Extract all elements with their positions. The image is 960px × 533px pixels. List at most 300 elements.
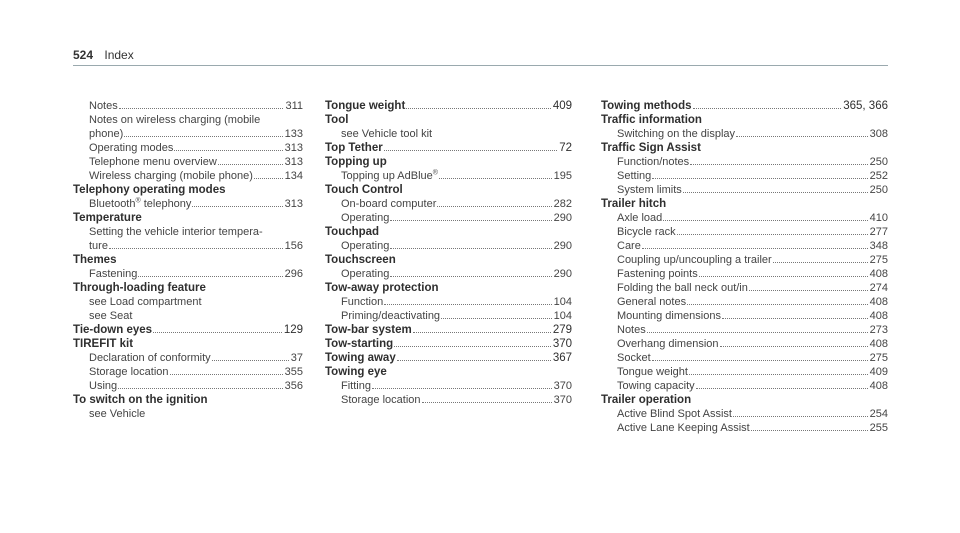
page-ref[interactable]: 133: [284, 128, 303, 140]
subentry-label: Bluetooth: [89, 198, 136, 210]
index-entry: [325, 253, 572, 281]
subentry-text: [617, 351, 651, 365]
page-ref[interactable]: 282: [553, 198, 572, 210]
entry-title-text: Tow-bar system: [325, 324, 412, 336]
subentry-label: Tongue weight: [617, 366, 688, 378]
subentry-label: ture: [89, 240, 108, 252]
subentry-text: [89, 407, 145, 421]
page-ref[interactable]: 273: [869, 324, 888, 336]
index-entry-title: [73, 393, 303, 407]
entry-title-text: Tow-away protection: [325, 282, 439, 294]
index-subentry: [73, 113, 303, 127]
page-ref[interactable]: 370: [552, 338, 572, 350]
index-subentry: [325, 295, 572, 309]
page-ref[interactable]: 348: [869, 240, 888, 252]
page-ref[interactable]: 313: [284, 198, 303, 210]
subentry-label: On-board computer: [341, 198, 437, 210]
dot-leader: [390, 248, 551, 249]
index-subentry: [325, 197, 572, 211]
subentry-text: [89, 351, 211, 365]
entry-title-text: Touchscreen: [325, 254, 396, 266]
dot-leader: [690, 164, 867, 165]
subentry-text: [89, 141, 173, 155]
page-ref[interactable]: 252: [869, 170, 888, 182]
index-subentry: [73, 365, 303, 379]
subentry-label: Switching on the display: [617, 128, 736, 140]
subentry-label: Function: [341, 296, 384, 308]
index-subentry: [601, 253, 888, 267]
page-ref[interactable]: 250: [869, 184, 888, 196]
dot-leader: [254, 178, 283, 179]
index-subentry: [73, 141, 303, 155]
page-ref[interactable]: 367: [552, 352, 572, 364]
subentry-label: Notes: [89, 100, 118, 112]
subentry-text: [341, 197, 436, 211]
index-subentry: [325, 267, 572, 281]
index-entry: [325, 183, 572, 225]
index-entry: [325, 155, 572, 183]
page-ref[interactable]: 408: [869, 380, 888, 392]
registered-mark: ®: [135, 197, 141, 205]
index-entry: [325, 365, 572, 407]
index-subentry: [325, 309, 572, 323]
dot-leader: [720, 346, 868, 347]
index-subentry: [601, 225, 888, 239]
page-ref[interactable]: 408: [869, 296, 888, 308]
entry-title-text: Themes: [73, 254, 117, 266]
page-ref[interactable]: 313: [284, 142, 303, 154]
page-ref[interactable]: 104: [553, 296, 572, 308]
page-ref[interactable]: 275: [869, 254, 888, 266]
index-entry-title: [325, 225, 572, 239]
index-subentry: [325, 393, 572, 407]
subentry-text: [617, 239, 641, 253]
entry-title-text: Touchpad: [325, 226, 380, 238]
subentry-text: [341, 127, 432, 141]
index-subentry: [601, 211, 888, 225]
index-subentry: [73, 239, 303, 253]
index-entry: [601, 99, 888, 113]
page-ref[interactable]: 408: [869, 310, 888, 322]
dot-leader: [119, 108, 284, 109]
dot-leader: [647, 332, 868, 333]
dot-leader: [689, 374, 868, 375]
subentry-text: [89, 155, 217, 169]
index-subentry: [73, 295, 303, 309]
subentry-label: Active Lane Keeping Assist: [617, 422, 750, 434]
index-subentry: [601, 351, 888, 365]
dot-leader: [390, 220, 551, 221]
page-ref[interactable]: 409: [552, 100, 572, 112]
index-subentry: [73, 127, 303, 141]
dot-leader: [642, 248, 868, 249]
entry-title-text: Towing away: [325, 352, 396, 364]
subentry-text: [617, 253, 772, 267]
page-ref[interactable]: 275: [869, 352, 888, 364]
subentry-text: [89, 127, 123, 141]
dot-leader: [773, 262, 868, 263]
subentry-label: Storage location: [89, 366, 169, 378]
dot-leader: [687, 304, 868, 305]
index-subentry: [325, 211, 572, 225]
subentry-text: [617, 281, 748, 295]
index-entry: [601, 393, 888, 435]
index-entry-title: [325, 183, 572, 197]
index-column-1: [73, 99, 303, 421]
dot-leader: [722, 318, 868, 319]
page-ref[interactable]: 408: [869, 268, 888, 280]
index-entry-title: [601, 99, 888, 113]
subentry-text: [617, 169, 651, 183]
page-ref[interactable]: 311: [285, 100, 303, 112]
subentry-text: [89, 295, 202, 309]
index-entry: [325, 281, 572, 323]
subentry-text: [89, 309, 132, 323]
subentry-label: Care: [617, 240, 641, 252]
subentry-text: [341, 239, 389, 253]
dot-leader: [212, 360, 289, 361]
entry-title-text: Towing methods: [601, 100, 692, 112]
subentry-label: Axle load: [617, 212, 663, 224]
index-subentry: [601, 239, 888, 253]
subentry-label: Active Blind Spot Assist: [617, 408, 732, 420]
subentry-label: Coupling up/uncoupling a trailer: [617, 254, 772, 266]
index-subentry: [601, 127, 888, 141]
dot-leader: [397, 360, 551, 361]
subentry-text: [341, 393, 421, 407]
index-subentry: [601, 337, 888, 351]
subentry-label: Setting the vehicle interior tempera-: [89, 226, 263, 238]
subentry-text: [89, 267, 137, 281]
dot-leader: [372, 388, 552, 389]
index-subentry: [601, 281, 888, 295]
subentry-text: [89, 99, 118, 113]
index-column-3: [601, 99, 888, 435]
subentry-label: Setting: [617, 170, 652, 182]
index-subentry: [73, 351, 303, 365]
entry-title-text: Temperature: [73, 212, 142, 224]
dot-leader: [751, 430, 868, 431]
index-entry: [325, 113, 572, 141]
page-ref[interactable]: 365, 366: [843, 100, 888, 112]
dot-leader: [652, 360, 868, 361]
dot-leader: [441, 318, 552, 319]
dot-leader: [406, 108, 551, 109]
index-subentry: [601, 323, 888, 337]
index-subentry: [601, 421, 888, 435]
subentry-text: [341, 379, 371, 393]
dot-leader: [384, 304, 551, 305]
page-ref[interactable]: 104: [553, 310, 572, 322]
index-subentry: [325, 379, 572, 393]
subentry-label: Operating: [341, 268, 390, 280]
dot-leader: [652, 178, 867, 179]
index-entry-title: [325, 365, 572, 379]
index-entry: [73, 253, 303, 281]
index-entry-title: [325, 351, 572, 365]
entry-title-text: TIREFIT kit: [73, 338, 134, 350]
index-subentry: [325, 127, 572, 141]
entry-title-text: Topping up: [325, 156, 387, 168]
subentry-label: Socket: [617, 352, 651, 364]
subentry-text: [617, 295, 686, 309]
entry-title-text: Top Tether: [325, 142, 383, 154]
dot-leader: [733, 416, 868, 417]
index-entry-title: [601, 113, 888, 127]
subentry-text: [89, 197, 191, 211]
dot-leader: [439, 178, 552, 179]
index-subentry: [601, 155, 888, 169]
index-subentry: [325, 239, 572, 253]
entry-title-text: Touch Control: [325, 184, 403, 196]
entry-title-text: Traffic Sign Assist: [601, 142, 701, 154]
index-entry-title: [73, 183, 303, 197]
page-ref[interactable]: 308: [869, 128, 888, 140]
subentry-text: [341, 267, 389, 281]
dot-leader: [696, 388, 868, 389]
index-entry-title: [325, 99, 572, 113]
index-entry: [73, 393, 303, 421]
page-ref[interactable]: 250: [869, 156, 888, 168]
dot-leader: [174, 150, 282, 151]
subentry-text: [341, 211, 389, 225]
index-entry: [325, 337, 572, 351]
entry-title-text: To switch on the ignition: [73, 394, 208, 406]
page-ref[interactable]: 370: [553, 394, 572, 406]
index-subentry: [73, 197, 303, 211]
page-ref[interactable]: 370: [553, 380, 572, 392]
index-entry-title: [601, 393, 888, 407]
index-subentry: [601, 267, 888, 281]
index-entry-title: [325, 113, 572, 127]
subentry-text: [89, 113, 260, 127]
subentry-text: [617, 421, 750, 435]
dot-leader: [124, 136, 282, 137]
index-subentry: [601, 379, 888, 393]
page-ref[interactable]: 255: [869, 422, 888, 434]
subentry-text: [617, 211, 662, 225]
dot-leader: [699, 276, 868, 277]
entry-title-text: Through-loading feature: [73, 282, 206, 294]
page-ref[interactable]: 279: [552, 324, 572, 336]
index-entry-title: [325, 323, 572, 337]
subentry-label: see Vehicle tool kit: [341, 128, 433, 140]
entry-title-text: Tongue weight: [325, 100, 406, 112]
dot-leader: [437, 206, 551, 207]
dot-leader: [109, 248, 283, 249]
index-subentry: [73, 309, 303, 323]
index-entry-title: [325, 281, 572, 295]
dot-leader: [118, 388, 283, 389]
entry-title-text: Telephony operating modes: [73, 184, 226, 196]
dot-leader: [218, 164, 283, 165]
subentry-label: Folding the ball neck out/in: [617, 282, 748, 294]
page-ref[interactable]: 195: [553, 170, 572, 182]
subentry-label: Telephone menu overview: [89, 156, 217, 168]
dot-leader: [422, 402, 552, 403]
page-ref[interactable]: 356: [284, 380, 303, 392]
subentry-label: see Load compartment: [89, 296, 202, 308]
page-ref[interactable]: 72: [559, 142, 572, 154]
entry-title-text: Tow-starting: [325, 338, 394, 350]
index-subentry: [601, 295, 888, 309]
page-ref[interactable]: 290: [553, 268, 572, 280]
dot-leader: [413, 332, 551, 333]
subentry-text: [617, 337, 719, 351]
section-title: Index: [104, 48, 134, 62]
subentry-label: see Seat: [89, 310, 133, 322]
index-entry: [325, 351, 572, 365]
page-ref[interactable]: 129: [283, 324, 303, 336]
subentry-label: Overhang dimension: [617, 338, 719, 350]
dot-leader: [390, 276, 551, 277]
subentry-text: [341, 169, 438, 183]
subentry-label: Operating: [341, 212, 390, 224]
index-entry: [73, 323, 303, 337]
index-entry-title: [601, 197, 888, 211]
subentry-text: [89, 239, 108, 253]
index-entry: [325, 99, 572, 113]
index-entry: [325, 225, 572, 253]
subentry-label: Fitting: [341, 380, 371, 392]
dot-leader: [693, 108, 842, 109]
subentry-text: [617, 309, 721, 323]
index-entry: [325, 323, 572, 337]
subentry-label: System limits: [617, 184, 682, 196]
dot-leader: [677, 234, 868, 235]
dot-leader: [663, 220, 867, 221]
subentry-label: Bicycle rack: [617, 226, 676, 238]
subentry-label: Notes: [617, 324, 646, 336]
subentry-text: [89, 225, 263, 239]
page-header: [73, 48, 134, 62]
page-ref[interactable]: 37: [290, 352, 303, 364]
subentry-label: Function/notes: [617, 156, 690, 168]
subentry-text: [617, 365, 688, 379]
dot-leader: [736, 136, 868, 137]
index-entry-title: [73, 323, 303, 337]
subentry-text: [617, 127, 735, 141]
subentry-text: [617, 155, 689, 169]
subentry-label: Declaration of conformity: [89, 352, 211, 364]
dot-leader: [683, 192, 868, 193]
subentry-label: Topping up AdBlue: [341, 170, 433, 182]
subentry-label: Mounting dimensions: [617, 310, 721, 322]
page-ref[interactable]: 409: [869, 366, 888, 378]
entry-title-text: Traffic information: [601, 114, 702, 126]
subentry-text: [617, 183, 682, 197]
subentry-label: Wireless charging (mobile phone): [89, 170, 253, 182]
subentry-text: [617, 225, 676, 239]
subentry-text: [617, 407, 732, 421]
index-subentry: [73, 267, 303, 281]
index-entry: [73, 337, 303, 393]
page-ref[interactable]: 355: [284, 366, 303, 378]
index-entry-title: [325, 155, 572, 169]
page-ref[interactable]: 134: [284, 170, 303, 182]
subentry-label: Operating modes: [89, 142, 174, 154]
index-entry: [73, 183, 303, 211]
index-column-2: [325, 99, 572, 407]
subentry-label: Using: [89, 380, 118, 392]
subentry-label: Fastening: [89, 268, 138, 280]
index-entry: [325, 141, 572, 155]
page-ref[interactable]: 156: [284, 240, 303, 252]
index-entry-title: [325, 337, 572, 351]
subentry-label: see Vehicle: [89, 408, 146, 420]
index-subentry: [325, 169, 572, 183]
subentry-label: General notes: [617, 296, 687, 308]
index-entry-title: [73, 337, 303, 351]
subentry-label: Towing capacity: [617, 380, 695, 392]
subentry-label: Fastening points: [617, 268, 698, 280]
index-entry: [601, 141, 888, 197]
index-subentry: [601, 183, 888, 197]
index-entry-title: [73, 253, 303, 267]
index-entry-title: [73, 211, 303, 225]
subentry-text: [617, 323, 646, 337]
index-subentry: [73, 407, 303, 421]
dot-leader: [170, 374, 283, 375]
page-ref[interactable]: 277: [869, 226, 888, 238]
subentry-text: [617, 267, 698, 281]
subentry-label-cont: telephony: [140, 198, 192, 210]
subentry-text: [341, 295, 383, 309]
index-entry-title: [325, 253, 572, 267]
page-ref[interactable]: 410: [869, 212, 888, 224]
entry-title-text: Tie-down eyes: [73, 324, 153, 336]
page-ref[interactable]: 313: [284, 156, 303, 168]
index-subentry: [73, 169, 303, 183]
index-entry: [601, 113, 888, 141]
subentry-label: phone): [89, 128, 124, 140]
index-entry: [73, 99, 303, 183]
subentry-label: Operating: [341, 240, 390, 252]
page-ref[interactable]: 296: [284, 268, 303, 280]
index-entry: [73, 281, 303, 323]
registered-mark: ®: [432, 169, 438, 177]
subentry-text: [341, 309, 440, 323]
subentry-label: Storage location: [341, 394, 421, 406]
dot-leader: [192, 206, 282, 207]
dot-leader: [384, 150, 557, 151]
dot-leader: [153, 332, 282, 333]
subentry-text: [89, 365, 169, 379]
page-ref[interactable]: 254: [869, 408, 888, 420]
index-entry-title: [601, 141, 888, 155]
index-entry: [73, 211, 303, 253]
dot-leader: [394, 346, 551, 347]
index-entry-title: [325, 141, 572, 155]
page-ref[interactable]: 274: [869, 282, 888, 294]
index-subentry: [73, 99, 303, 113]
subentry-text: [89, 169, 253, 183]
entry-title-text: Trailer operation: [601, 394, 692, 406]
subentry-label: Notes on wireless charging (mobile: [89, 114, 261, 126]
index-subentry: [73, 379, 303, 393]
index-entry: [601, 197, 888, 393]
index-subentry: [73, 155, 303, 169]
index-subentry: [601, 309, 888, 323]
page-ref[interactable]: 408: [869, 338, 888, 350]
page-ref[interactable]: 290: [553, 240, 572, 252]
index-subentry: [601, 365, 888, 379]
page-number: 524: [73, 48, 94, 62]
entry-title-text: Towing eye: [325, 366, 387, 378]
page-ref[interactable]: 290: [553, 212, 572, 224]
dot-leader: [138, 276, 282, 277]
dot-leader: [749, 290, 868, 291]
